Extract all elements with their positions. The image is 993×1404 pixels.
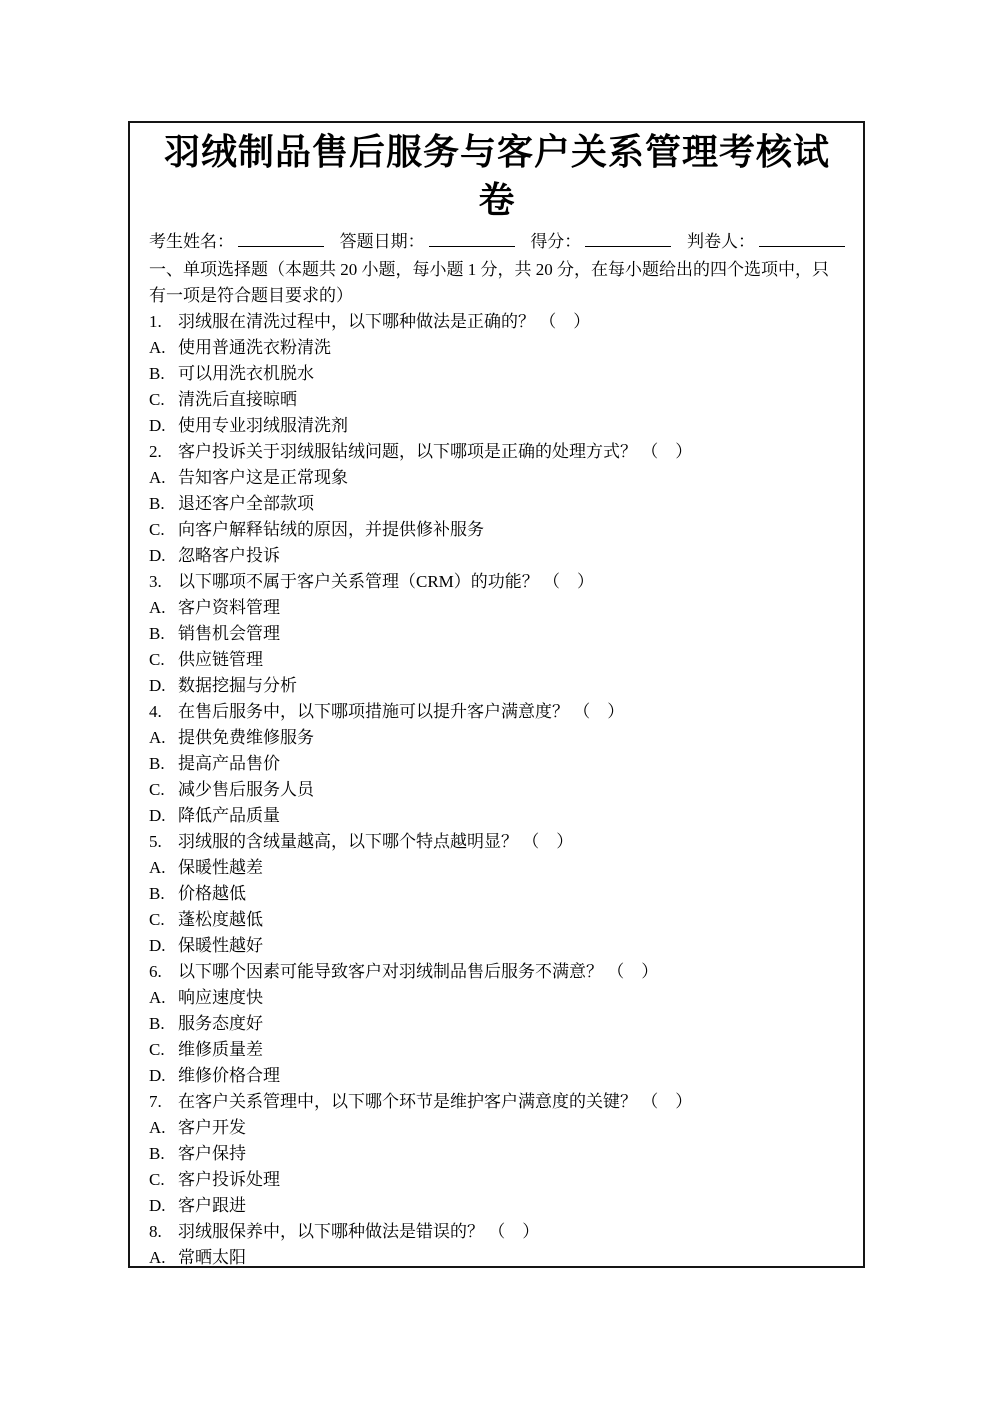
answer-date-label: 答题日期： <box>339 232 425 251</box>
question-6-option-a <box>149 985 845 1011</box>
option-text: 提高产品售价 <box>178 754 280 773</box>
option-text: 降低产品质量 <box>178 806 280 825</box>
option-text: 客户资料管理 <box>178 598 280 617</box>
option-text: 向客户解释钻绒的原因，并提供修补服务 <box>178 520 484 539</box>
question-8 <box>149 1219 845 1245</box>
option-label: C. <box>149 910 165 929</box>
question-6-option-d <box>149 1063 845 1089</box>
question-number: 3. <box>149 572 162 591</box>
option-text: 销售机会管理 <box>178 624 280 643</box>
answer-date-blank[interactable] <box>429 231 515 247</box>
option-label: D. <box>149 806 166 825</box>
question-7-option-a <box>149 1115 845 1141</box>
option-label: C. <box>149 520 165 539</box>
option-label: A. <box>149 988 166 1007</box>
option-text: 客户投诉处理 <box>178 1170 280 1189</box>
question-5-option-b <box>149 881 845 907</box>
question-7-option-b <box>149 1141 845 1167</box>
question-4-option-b <box>149 751 845 777</box>
option-label: D. <box>149 546 166 565</box>
question-1-option-d <box>149 413 845 439</box>
option-label: A. <box>149 1248 166 1267</box>
option-text: 数据挖掘与分析 <box>178 676 297 695</box>
option-label: D. <box>149 936 166 955</box>
option-label: B. <box>149 364 165 383</box>
question-6-option-c <box>149 1037 845 1063</box>
question-3-option-d <box>149 673 845 699</box>
option-text: 可以用洗衣机脱水 <box>178 364 314 383</box>
question-6-option-b <box>149 1011 845 1037</box>
option-label: A. <box>149 728 166 747</box>
option-label: B. <box>149 754 165 773</box>
question-2 <box>149 439 845 465</box>
option-text: 减少售后服务人员 <box>178 780 314 799</box>
question-number: 6. <box>149 962 162 981</box>
question-list <box>149 309 845 1268</box>
option-text: 维修质量差 <box>178 1040 263 1059</box>
question-5-option-c <box>149 907 845 933</box>
question-text: 在客户关系管理中，以下哪个环节是维护客户满意度的关键？ （ ） <box>178 1092 693 1111</box>
option-label: C. <box>149 780 165 799</box>
option-label: B. <box>149 884 165 903</box>
option-label: B. <box>149 1014 165 1033</box>
question-2-option-c <box>149 517 845 543</box>
field-grader <box>687 228 845 255</box>
option-label: A. <box>149 858 166 877</box>
exam-sheet <box>128 121 865 1268</box>
option-text: 维修价格合理 <box>178 1066 280 1085</box>
candidate-name-label: 考生姓名： <box>149 232 234 251</box>
question-text: 羽绒服的含绒量越高，以下哪个特点越明显？ （ ） <box>178 832 574 851</box>
question-text: 以下哪个因素可能导致客户对羽绒制品售后服务不满意？ （ ） <box>178 962 659 981</box>
question-text: 在售后服务中，以下哪项措施可以提升客户满意度？ （ ） <box>178 702 625 721</box>
option-label: C. <box>149 390 165 409</box>
option-text: 使用专业羽绒服清洗剂 <box>178 416 348 435</box>
option-label: B. <box>149 624 165 643</box>
option-text: 忽略客户投诉 <box>178 546 280 565</box>
candidate-name-blank[interactable] <box>238 231 324 247</box>
question-text: 客户投诉关于羽绒服钻绒问题，以下哪项是正确的处理方式？ （ ） <box>178 442 693 461</box>
option-text: 服务态度好 <box>178 1014 263 1033</box>
question-number: 5. <box>149 832 162 851</box>
option-text: 供应链管理 <box>178 650 263 669</box>
option-label: A. <box>149 598 166 617</box>
question-text: 以下哪项不属于客户关系管理（CRM）的功能？ （ ） <box>178 572 595 591</box>
question-3-option-b <box>149 621 845 647</box>
score-label: 得分： <box>530 232 582 251</box>
option-text: 价格越低 <box>178 884 246 903</box>
question-number: 7. <box>149 1092 162 1111</box>
option-label: D. <box>149 1066 166 1085</box>
option-text: 保暖性越好 <box>178 936 263 955</box>
option-label: B. <box>149 494 165 513</box>
score-blank[interactable] <box>585 231 671 247</box>
section-heading: 一、单项选择题（本题共 20 小题，每小题 1 分，共 20 分，在每小题给出的四个选项中，只有一项是符合题目要求的） <box>149 260 829 305</box>
field-answer-date <box>340 228 515 255</box>
option-text: 客户跟进 <box>178 1196 246 1215</box>
question-1-option-a <box>149 335 845 361</box>
question-5 <box>149 829 845 855</box>
question-8-option-a <box>149 1245 845 1268</box>
question-3-option-c <box>149 647 845 673</box>
question-4-option-d <box>149 803 845 829</box>
option-text: 告知客户这是正常现象 <box>178 468 348 487</box>
option-label: C. <box>149 1170 165 1189</box>
option-label: D. <box>149 1196 166 1215</box>
question-1-option-b <box>149 361 845 387</box>
option-text: 使用普通洗衣粉清洗 <box>178 338 331 357</box>
grader-label: 判卷人： <box>686 232 755 251</box>
question-2-option-b <box>149 491 845 517</box>
question-5-option-d <box>149 933 845 959</box>
question-text: 羽绒服在清洗过程中，以下哪种做法是正确的？ （ ） <box>178 312 591 331</box>
option-label: A. <box>149 468 166 487</box>
option-label: A. <box>149 1118 166 1137</box>
grader-blank[interactable] <box>759 231 845 247</box>
option-text: 客户保持 <box>178 1144 246 1163</box>
question-7-option-c <box>149 1167 845 1193</box>
question-3-option-a <box>149 595 845 621</box>
option-text: 保暖性越差 <box>178 858 263 877</box>
question-4-option-a <box>149 725 845 751</box>
field-score <box>530 228 671 255</box>
option-label: D. <box>149 676 166 695</box>
question-1-option-c <box>149 387 845 413</box>
question-4-option-c <box>149 777 845 803</box>
candidate-info-row <box>149 228 845 255</box>
option-text: 客户开发 <box>178 1118 246 1137</box>
question-text: 羽绒服保养中，以下哪种做法是错误的？ （ ） <box>178 1222 540 1241</box>
option-text: 蓬松度越低 <box>178 910 263 929</box>
option-label: A. <box>149 338 166 357</box>
question-5-option-a <box>149 855 845 881</box>
question-number: 2. <box>149 442 162 461</box>
question-3 <box>149 569 845 595</box>
option-label: C. <box>149 650 165 669</box>
question-7-option-d <box>149 1193 845 1219</box>
option-label: C. <box>149 1040 165 1059</box>
question-2-option-d <box>149 543 845 569</box>
option-label: B. <box>149 1144 165 1163</box>
option-text: 清洗后直接晾晒 <box>178 390 297 409</box>
question-2-option-a <box>149 465 845 491</box>
question-number: 1. <box>149 312 162 331</box>
exam-title: 羽绒制品售后服务与客户关系管理考核试卷 <box>163 132 830 220</box>
field-candidate-name <box>149 228 324 255</box>
option-text: 响应速度快 <box>178 988 263 1007</box>
question-4 <box>149 699 845 725</box>
question-6 <box>149 959 845 985</box>
question-7 <box>149 1089 845 1115</box>
option-text: 退还客户全部款项 <box>178 494 314 513</box>
question-number: 4. <box>149 702 162 721</box>
option-text: 提供免费维修服务 <box>178 728 314 747</box>
option-text: 常晒太阳 <box>178 1248 246 1267</box>
option-label: D. <box>149 416 166 435</box>
question-number: 8. <box>149 1222 162 1241</box>
question-1 <box>149 309 845 335</box>
